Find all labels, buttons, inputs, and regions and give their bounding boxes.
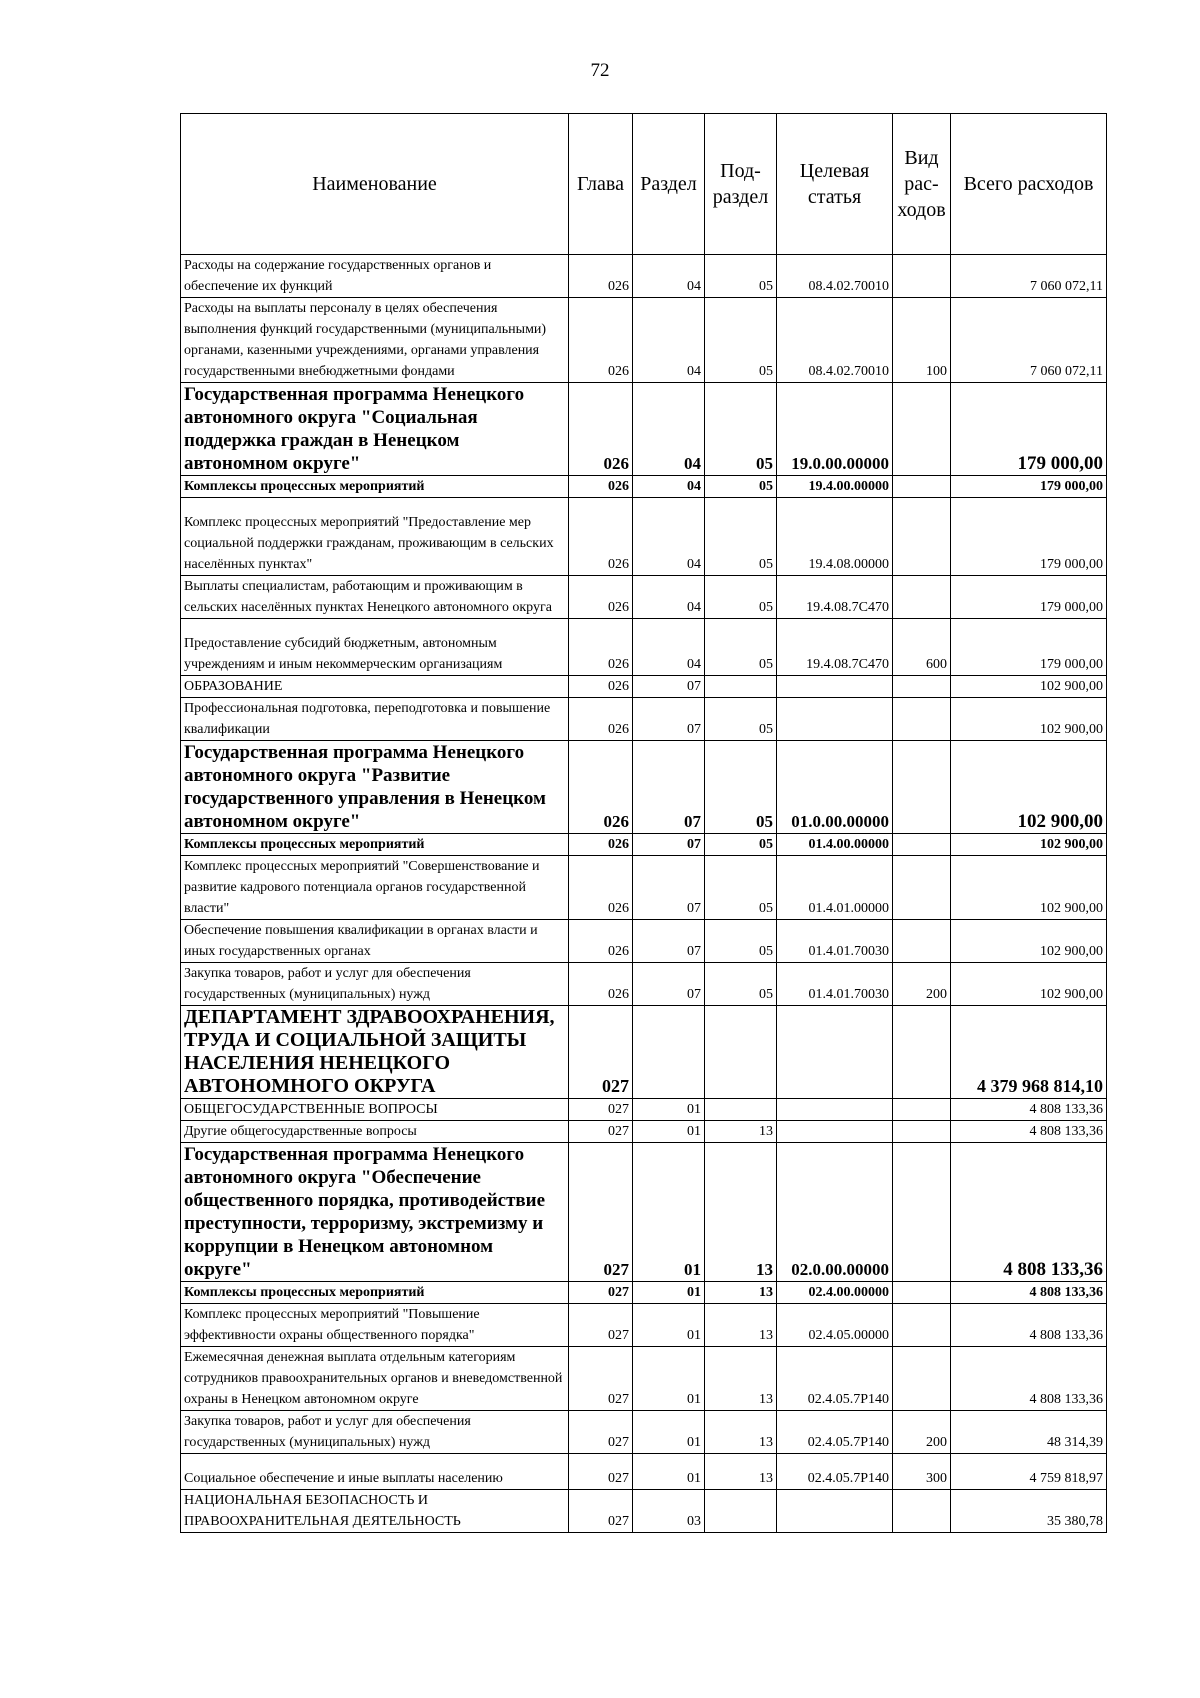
row-podrazdel: 05 — [705, 963, 777, 1006]
row-statya: 19.4.08.00000 — [777, 498, 893, 576]
row-name: Государственная программа Ненецкого автономного округа "Развитие государственного управления в Ненецком автономном округе" — [181, 741, 569, 834]
row-name: Государственная программа Ненецкого автономного округа "Социальная поддержка граждан в Ненецком автономном округе" — [181, 383, 569, 476]
row-statya: 08.4.02.70010 — [777, 298, 893, 383]
row-razdel: 04 — [633, 576, 705, 619]
row-total: 35 380,78 — [951, 1490, 1107, 1533]
table-row — [181, 676, 1107, 698]
row-statya: 01.4.00.00000 — [777, 834, 893, 856]
table-row — [181, 1490, 1107, 1533]
row-name: Комплексы процессных мероприятий — [181, 1282, 569, 1304]
table-row — [181, 1006, 1107, 1099]
row-podrazdel: 13 — [705, 1411, 777, 1454]
row-glava: 026 — [569, 676, 633, 698]
row-statya: 19.0.00.00000 — [777, 383, 893, 476]
row-name: Государственная программа Ненецкого автономного округа "Обеспечение общественного порядка, противодействие преступности, терроризму, экстремизму и коррупции в Ненецком автономном округе" — [181, 1143, 569, 1282]
row-podrazdel: 05 — [705, 298, 777, 383]
row-glava: 027 — [569, 1006, 633, 1099]
table-header-row — [181, 114, 1107, 255]
row-name: Закупка товаров, работ и услуг для обеспечения государственных (муниципальных) нужд — [181, 963, 569, 1006]
row-razdel: 07 — [633, 834, 705, 856]
table-row — [181, 834, 1107, 856]
row-name: Другие общегосударственные вопросы — [181, 1121, 569, 1143]
row-razdel: 01 — [633, 1282, 705, 1304]
row-vid — [893, 1304, 951, 1347]
header-name: Наименование — [181, 114, 569, 255]
row-vid — [893, 383, 951, 476]
row-name: Предоставление субсидий бюджетным, автономным учреждениям и иным некоммерческим организациям — [181, 619, 569, 676]
row-razdel: 07 — [633, 963, 705, 1006]
row-podrazdel — [705, 1099, 777, 1121]
row-podrazdel — [705, 1490, 777, 1533]
row-vid — [893, 676, 951, 698]
table-row — [181, 476, 1107, 498]
page-number: 72 — [590, 60, 610, 81]
row-name: Закупка товаров, работ и услуг для обеспечения государственных (муниципальных) нужд — [181, 1411, 569, 1454]
table-row — [181, 1143, 1107, 1282]
table-row — [181, 619, 1107, 676]
row-name: Комплексы процессных мероприятий — [181, 834, 569, 856]
row-statya — [777, 1006, 893, 1099]
row-total: 102 900,00 — [951, 920, 1107, 963]
row-glava: 026 — [569, 498, 633, 576]
row-podrazdel: 05 — [705, 498, 777, 576]
row-statya: 19.4.00.00000 — [777, 476, 893, 498]
row-statya: 19.4.08.7С470 — [777, 619, 893, 676]
table-row — [181, 741, 1107, 834]
row-vid — [893, 856, 951, 920]
row-razdel — [633, 1006, 705, 1099]
table-row — [181, 856, 1107, 920]
row-vid — [893, 1490, 951, 1533]
row-name: ОБЩЕГОСУДАРСТВЕННЫЕ ВОПРОСЫ — [181, 1099, 569, 1121]
row-razdel: 04 — [633, 619, 705, 676]
row-glava: 026 — [569, 963, 633, 1006]
row-total: 179 000,00 — [951, 576, 1107, 619]
row-name: Обеспечение повышения квалификации в органах власти и иных государственных органах — [181, 920, 569, 963]
row-statya: 01.4.01.00000 — [777, 856, 893, 920]
table-row — [181, 920, 1107, 963]
header-vid: Вид рас-ходов — [893, 114, 951, 255]
row-vid: 200 — [893, 1411, 951, 1454]
row-podrazdel: 13 — [705, 1304, 777, 1347]
row-podrazdel — [705, 1006, 777, 1099]
row-statya: 02.4.05.7Р140 — [777, 1454, 893, 1490]
row-vid — [893, 576, 951, 619]
table-row — [181, 1411, 1107, 1454]
row-vid — [893, 498, 951, 576]
row-total: 4 808 133,36 — [951, 1304, 1107, 1347]
row-razdel: 01 — [633, 1143, 705, 1282]
row-podrazdel: 05 — [705, 834, 777, 856]
row-podrazdel: 05 — [705, 741, 777, 834]
row-glava: 026 — [569, 741, 633, 834]
row-podrazdel: 05 — [705, 619, 777, 676]
row-podrazdel: 05 — [705, 856, 777, 920]
row-total: 179 000,00 — [951, 498, 1107, 576]
row-glava: 026 — [569, 576, 633, 619]
row-glava: 026 — [569, 476, 633, 498]
row-razdel: 04 — [633, 476, 705, 498]
row-statya — [777, 1490, 893, 1533]
row-glava: 026 — [569, 920, 633, 963]
table-row — [181, 1121, 1107, 1143]
row-total: 179 000,00 — [951, 383, 1107, 476]
row-total: 4 808 133,36 — [951, 1282, 1107, 1304]
row-podrazdel: 13 — [705, 1143, 777, 1282]
row-statya: 02.4.00.00000 — [777, 1282, 893, 1304]
header-podrazdel: Под-раздел — [705, 114, 777, 255]
row-razdel: 01 — [633, 1411, 705, 1454]
row-podrazdel: 13 — [705, 1454, 777, 1490]
row-podrazdel: 05 — [705, 255, 777, 298]
row-glava: 026 — [569, 298, 633, 383]
row-name: Комплекс процессных мероприятий "Совершенствование и развитие кадрового потенциала органов государственной власти" — [181, 856, 569, 920]
row-glava: 026 — [569, 619, 633, 676]
row-statya — [777, 1121, 893, 1143]
row-vid — [893, 1099, 951, 1121]
row-podrazdel: 13 — [705, 1121, 777, 1143]
row-razdel: 04 — [633, 298, 705, 383]
row-razdel: 04 — [633, 498, 705, 576]
row-razdel: 01 — [633, 1121, 705, 1143]
table-row — [181, 1304, 1107, 1347]
row-vid: 600 — [893, 619, 951, 676]
row-podrazdel: 05 — [705, 476, 777, 498]
row-vid — [893, 476, 951, 498]
row-vid — [893, 255, 951, 298]
row-razdel: 07 — [633, 676, 705, 698]
table-row — [181, 576, 1107, 619]
row-statya: 01.0.00.00000 — [777, 741, 893, 834]
header-statya: Целевая статья — [777, 114, 893, 255]
row-statya: 02.4.05.7Р140 — [777, 1347, 893, 1411]
row-podrazdel: 05 — [705, 920, 777, 963]
table-row — [181, 1099, 1107, 1121]
row-razdel: 01 — [633, 1304, 705, 1347]
row-glava: 026 — [569, 856, 633, 920]
row-vid — [893, 1282, 951, 1304]
header-total: Всего расходов — [951, 114, 1107, 255]
row-total: 179 000,00 — [951, 619, 1107, 676]
table-row — [181, 698, 1107, 741]
table-row — [181, 383, 1107, 476]
row-name: ДЕПАРТАМЕНТ ЗДРАВООХРАНЕНИЯ, ТРУДА И СОЦИАЛЬНОЙ ЗАЩИТЫ НАСЕЛЕНИЯ НЕНЕЦКОГО АВТОНОМНОГО ОКРУГА — [181, 1006, 569, 1099]
row-statya: 02.0.00.00000 — [777, 1143, 893, 1282]
row-statya: 01.4.01.70030 — [777, 920, 893, 963]
row-glava: 027 — [569, 1304, 633, 1347]
row-razdel: 04 — [633, 255, 705, 298]
row-total: 4 759 818,97 — [951, 1454, 1107, 1490]
row-statya: 08.4.02.70010 — [777, 255, 893, 298]
row-total: 102 900,00 — [951, 963, 1107, 1006]
table-row — [181, 498, 1107, 576]
header-razdel: Раздел — [633, 114, 705, 255]
row-podrazdel: 13 — [705, 1282, 777, 1304]
row-name: Социальное обеспечение и иные выплаты населению — [181, 1454, 569, 1490]
row-total: 4 808 133,36 — [951, 1143, 1107, 1282]
row-total: 102 900,00 — [951, 741, 1107, 834]
row-razdel: 01 — [633, 1099, 705, 1121]
row-total: 7 060 072,11 — [951, 255, 1107, 298]
row-glava: 027 — [569, 1099, 633, 1121]
row-total: 4 808 133,36 — [951, 1099, 1107, 1121]
table-row — [181, 255, 1107, 298]
row-podrazdel: 05 — [705, 383, 777, 476]
row-razdel: 01 — [633, 1454, 705, 1490]
table-row — [181, 963, 1107, 1006]
row-name: ОБРАЗОВАНИЕ — [181, 676, 569, 698]
header-glava: Глава — [569, 114, 633, 255]
row-glava: 027 — [569, 1490, 633, 1533]
row-name: НАЦИОНАЛЬНАЯ БЕЗОПАСНОСТЬ И ПРАВООХРАНИТЕЛЬНАЯ ДЕЯТЕЛЬНОСТЬ — [181, 1490, 569, 1533]
row-statya: 19.4.08.7С470 — [777, 576, 893, 619]
row-vid: 200 — [893, 963, 951, 1006]
row-vid — [893, 698, 951, 741]
row-name: Комплекс процессных мероприятий "Повышение эффективности охраны общественного порядка" — [181, 1304, 569, 1347]
row-podrazdel: 05 — [705, 576, 777, 619]
row-name: Комплексы процессных мероприятий — [181, 476, 569, 498]
row-name: Расходы на выплаты персоналу в целях обеспечения выполнения функций государственными (муниципальными) органами, казенными учреждениями, органами управления государственными внебюджетными фондами — [181, 298, 569, 383]
row-glava: 026 — [569, 834, 633, 856]
row-razdel: 03 — [633, 1490, 705, 1533]
table-row — [181, 1454, 1107, 1490]
budget-table — [180, 113, 1107, 1533]
row-name: Профессиональная подготовка, переподготовка и повышение квалификации — [181, 698, 569, 741]
row-total: 102 900,00 — [951, 698, 1107, 741]
row-razdel: 07 — [633, 741, 705, 834]
row-total: 48 314,39 — [951, 1411, 1107, 1454]
table-row — [181, 1282, 1107, 1304]
table-row — [181, 298, 1107, 383]
row-total: 4 808 133,36 — [951, 1347, 1107, 1411]
row-total: 4 379 968 814,10 — [951, 1006, 1107, 1099]
row-total: 179 000,00 — [951, 476, 1107, 498]
row-name: Расходы на содержание государственных органов и обеспечение их функций — [181, 255, 569, 298]
row-glava: 026 — [569, 383, 633, 476]
row-statya: 01.4.01.70030 — [777, 963, 893, 1006]
row-razdel: 07 — [633, 856, 705, 920]
row-statya — [777, 676, 893, 698]
row-name: Комплекс процессных мероприятий "Предоставление мер социальной поддержки гражданам, проживающим в сельских населённых пунктах" — [181, 498, 569, 576]
row-glava: 026 — [569, 698, 633, 741]
row-razdel: 07 — [633, 698, 705, 741]
row-name: Выплаты специалистам, работающим и проживающим в сельских населённых пунктах Ненецкого автономного округа — [181, 576, 569, 619]
row-glava: 027 — [569, 1454, 633, 1490]
row-razdel: 01 — [633, 1347, 705, 1411]
row-vid — [893, 920, 951, 963]
row-vid — [893, 1121, 951, 1143]
row-vid — [893, 1143, 951, 1282]
row-name: Ежемесячная денежная выплата отдельным категориям сотрудников правоохранительных органов и вневедомственной охраны в Ненецком автономном округе — [181, 1347, 569, 1411]
row-glava: 027 — [569, 1121, 633, 1143]
row-glava: 027 — [569, 1411, 633, 1454]
row-vid: 100 — [893, 298, 951, 383]
row-podrazdel: 05 — [705, 698, 777, 741]
row-total: 102 900,00 — [951, 676, 1107, 698]
row-vid — [893, 741, 951, 834]
row-glava: 027 — [569, 1143, 633, 1282]
row-total: 7 060 072,11 — [951, 298, 1107, 383]
table-row — [181, 1347, 1107, 1411]
row-statya — [777, 698, 893, 741]
row-razdel: 04 — [633, 383, 705, 476]
row-vid — [893, 1006, 951, 1099]
row-total: 4 808 133,36 — [951, 1121, 1107, 1143]
row-vid — [893, 1347, 951, 1411]
row-statya: 02.4.05.7Р140 — [777, 1411, 893, 1454]
row-vid: 300 — [893, 1454, 951, 1490]
row-podrazdel — [705, 676, 777, 698]
row-statya — [777, 1099, 893, 1121]
row-total: 102 900,00 — [951, 834, 1107, 856]
row-statya: 02.4.05.00000 — [777, 1304, 893, 1347]
row-glava: 027 — [569, 1282, 633, 1304]
row-vid — [893, 834, 951, 856]
row-podrazdel: 13 — [705, 1347, 777, 1411]
row-glava: 027 — [569, 1347, 633, 1411]
row-razdel: 07 — [633, 920, 705, 963]
row-glava: 026 — [569, 255, 633, 298]
row-total: 102 900,00 — [951, 856, 1107, 920]
